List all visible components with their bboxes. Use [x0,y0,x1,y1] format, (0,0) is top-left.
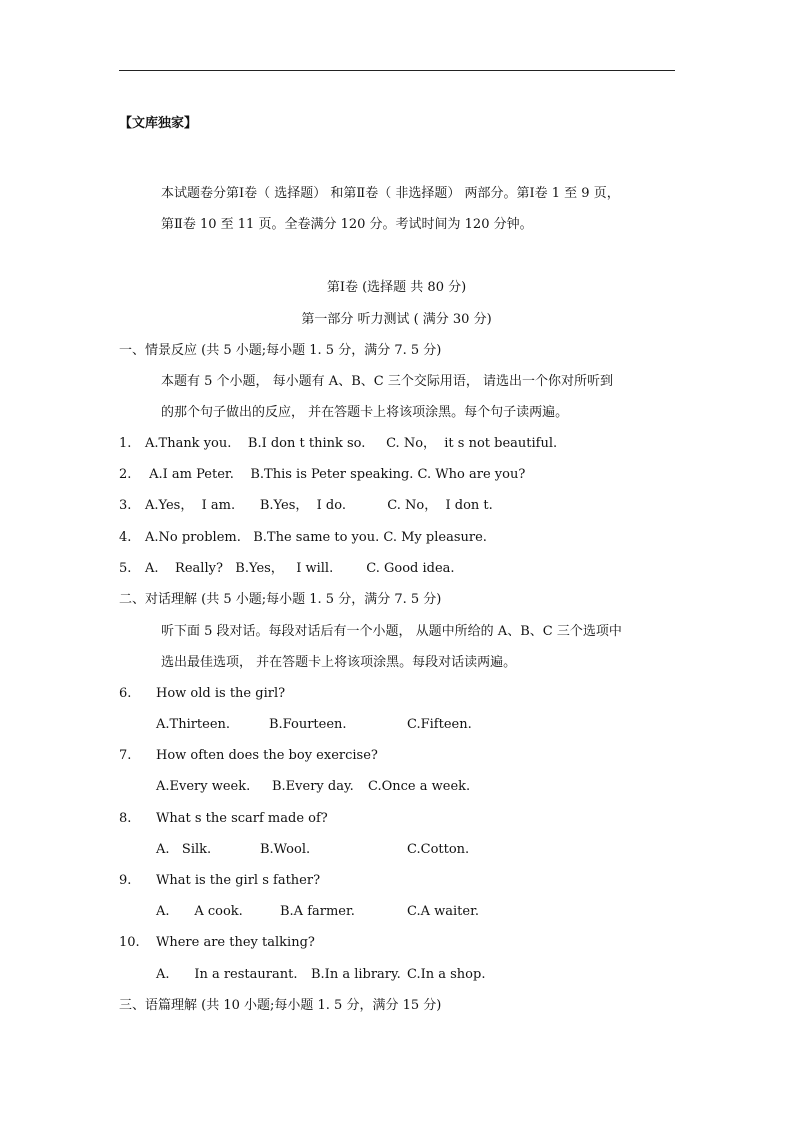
section-3-heading: 三、语篇理解 (共 10 小题;每小题 1. 5 分，满分 15 分) [119,998,442,1013]
option-b: B.Fourteen. [269,717,347,732]
question-number: 3. [119,498,132,513]
option-a: A. In a restaurant. [156,967,298,982]
intro-line-1: 本试题卷分第Ⅰ卷（ 选择题） 和第Ⅱ卷（ 非选择题） 两部分。第Ⅰ卷 1 至 9 页， [161,186,620,201]
option-a: A.Thirteen. [156,717,231,732]
question-text: How old is the girl? [156,686,286,701]
intro-line-2: 第Ⅱ卷 10 至 11 页。全卷满分 120 分。考试时间为 120 分钟。 [161,217,533,232]
section-1-instruction-1: 本题有 5 个小题， 每小题有 A、B、C 三个交际用语， 请选出一个你对所听到 [161,374,613,389]
option-b: B.Wool. [260,842,311,857]
option-a: A.Every week. [156,779,251,794]
section-1-heading: 一、情景反应 (共 5 小题;每小题 1. 5 分，满分 7. 5 分) [119,343,442,358]
question-text: What s the scarf made of? [156,811,328,826]
question-number: 7. [119,748,132,763]
option-a: A. Silk. [156,842,212,857]
question-options: A.Yes， I am. B.Yes， I do. C. No， I don t. [145,498,493,513]
question-number: 4. [119,530,132,545]
exclusive-tag: 【文库独家】 [119,116,198,131]
option-b: B.Every day. [272,779,354,794]
option-c: C.A waiter. [407,904,480,919]
option-b: B.A farmer. [280,904,355,919]
volume-title: 第Ⅰ卷 (选择题 共 80 分) [326,280,467,295]
section-2-instruction-2: 选出最佳选项， 并在答题卡上将该项涂黑。每段对话读两遍。 [161,655,517,670]
option-c: C.Fifteen. [407,717,472,732]
section-1-instruction-2: 的那个句子做出的反应， 并在答题卡上将该项涂黑。每个句子读两遍。 [161,405,569,420]
option-c: C.Once a week. [368,779,471,794]
question-number: 5. [119,561,132,576]
option-c: C.In a shop. [407,967,486,982]
question-number: 6. [119,686,132,701]
question-number: 2. [119,467,132,482]
option-b: B.In a library. [311,967,401,982]
option-a: A. A cook. [156,904,243,919]
question-number: 9. [119,873,132,888]
question-text: Where are they talking? [156,935,315,950]
question-options: A.Thank you. B.I don t think so. C. No， it s not beautiful. [145,436,558,451]
question-number: 1. [119,436,132,451]
option-c: C.Cotton. [407,842,470,857]
section-2-instruction-1: 听下面 5 段对话。每段对话后有一个小题， 从题中所给的 A、B、C 三个选项中 [161,624,622,639]
question-options: A. Really? B.Yes， I will. C. Good idea. [145,561,455,576]
part-title: 第一部分 听力测试 ( 满分 30 分) [301,312,492,327]
section-2-heading: 二、对话理解 (共 5 小题;每小题 1. 5 分，满分 7. 5 分) [119,592,442,607]
question-options: A.I am Peter. B.This is Peter speaking. C. Who are you? [145,467,526,482]
top-rule [119,70,675,71]
question-number: 8. [119,811,132,826]
question-number: 10. [119,935,140,950]
question-text: How often does the boy exercise? [156,748,378,763]
question-text: What is the girl s father? [156,873,321,888]
question-options: A.No problem. B.The same to you. C. My pleasure. [145,530,487,545]
